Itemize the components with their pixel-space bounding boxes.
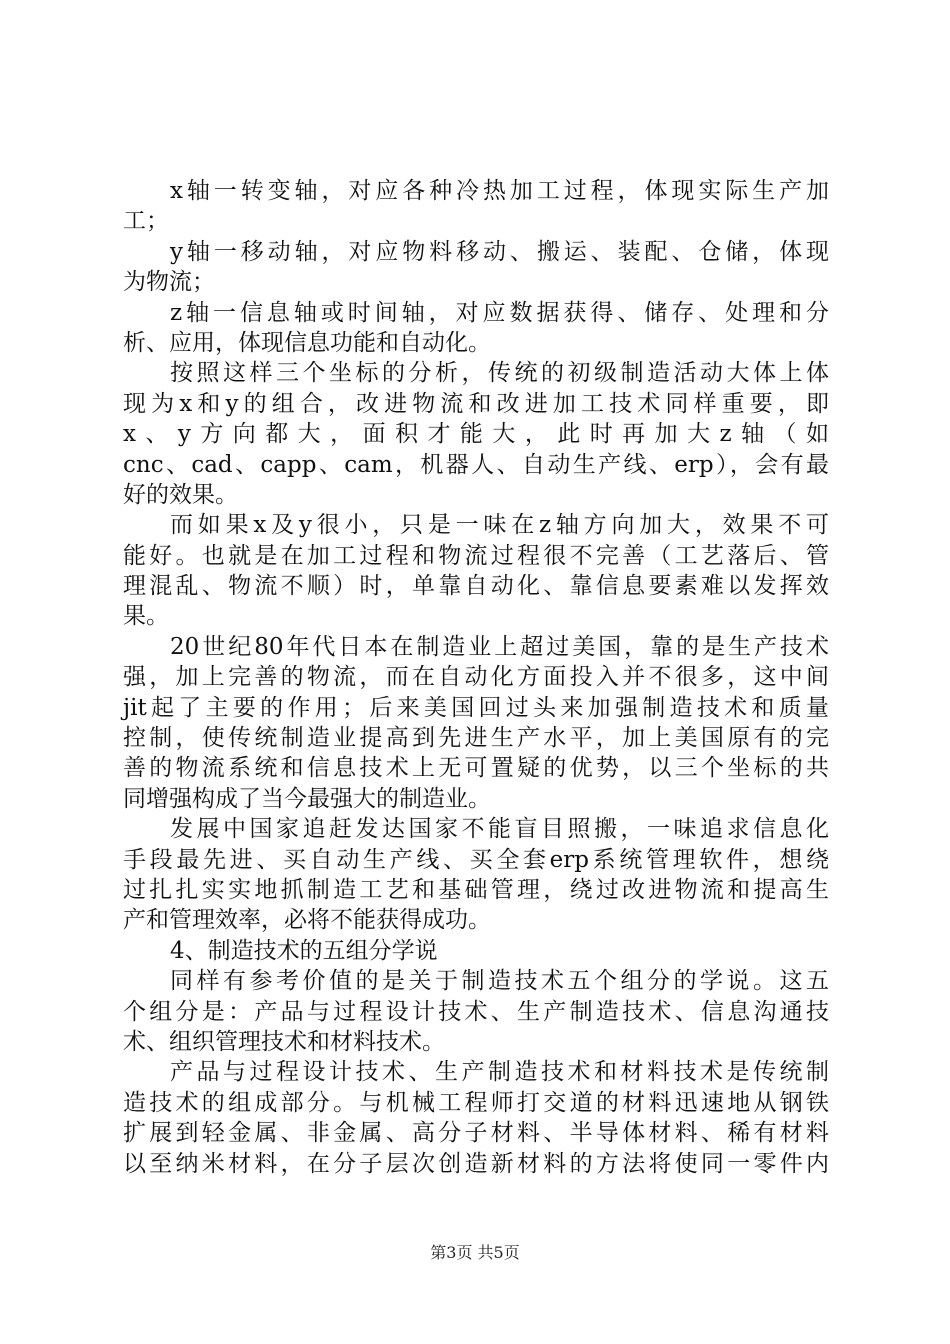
text-line: 控制，使传统制造业提高到先进生产水平，加上美国原有的完 (123, 725, 829, 752)
text-line: 4、制造技术的五组分学说 (170, 937, 438, 964)
text-line: 而如果x及y很小，只是一味在z轴方向加大，效果不可 (170, 512, 829, 539)
text-line: 个组分是：产品与过程设计技术、生产制造技术、信息沟通技 (123, 998, 829, 1025)
document-body (123, 176, 829, 1179)
text-line: 同样有参考价值的是关于制造技术五个组分的学说。这五 (170, 968, 829, 995)
text-line: 发展中国家追赶发达国家不能盲目照搬，一味追求信息化 (170, 816, 829, 843)
text-line: z轴一信息轴或时间轴，对应数据获得、储存、处理和分 (170, 299, 829, 326)
text-line: 强，加上完善的物流，而在自动化方面投入并不很多，这中间 (123, 664, 829, 691)
text-line: 析、应用，体现信息功能和自动化。 (123, 329, 491, 356)
text-line: cnc、cad、capp、cam，机器人、自动生产线、erp），会有最 (123, 451, 829, 478)
text-line: jit起了主要的作用；后来美国回过头来加强制造技术和质量 (123, 694, 829, 721)
text-line: 理混乱、物流不顺）时，单靠自动化、靠信息要素难以发挥效 (123, 573, 829, 600)
text-line: 工； (123, 208, 169, 235)
text-line: 过扎扎实实地抓制造工艺和基础管理，绕过改进物流和提高生 (123, 876, 829, 903)
text-line: 现为x和y的组合，改进物流和改进加工技术同样重要，即 (123, 390, 829, 417)
page-footer: 第3页 共5页 (430, 1243, 520, 1262)
text-line: 产品与过程设计技术、生产制造技术和材料技术是传统制 (170, 1059, 829, 1086)
text-line: 20世纪80年代日本在制造业上超过美国，靠的是生产技术 (170, 633, 829, 660)
text-line: 按照这样三个坐标的分析，传统的初级制造活动大体上体 (170, 360, 829, 387)
text-line: 为物流； (123, 269, 215, 296)
text-line: 产和管理效率，必将不能获得成功。 (123, 907, 491, 934)
text-line: 造技术的组成部分。与机械工程师打交道的材料迅速地从钢铁 (123, 1089, 829, 1116)
text-line: 手段最先进、买自动生产线、买全套erp系统管理软件，想绕 (123, 846, 829, 873)
text-line: 以至纳米材料，在分子层次创造新材料的方法将使同一零件内 (123, 1150, 829, 1177)
text-line: 善的物流系统和信息技术上无可置疑的优势，以三个坐标的共 (123, 755, 829, 782)
text-line: 果。 (123, 603, 169, 630)
text-line: 好的效果。 (123, 481, 238, 508)
text-line: 能好。也就是在加工过程和物流过程很不完善（工艺落后、管 (123, 542, 829, 569)
text-line: 扩展到轻金属、非金属、高分子材料、半导体材料、稀有材料 (123, 1120, 829, 1147)
text-line: 同增强构成了当今最强大的制造业。 (123, 785, 491, 812)
text-line: y轴一移动轴，对应物料移动、搬运、装配、仓储，体现 (170, 238, 829, 265)
text-line: x轴一转变轴，对应各种冷热加工过程，体现实际生产加 (170, 178, 829, 204)
text-line: 术、组织管理技术和材料技术。 (123, 1028, 445, 1055)
text-line: x、y方向都大，面积才能大，此时再加大z轴（如 (123, 421, 829, 448)
